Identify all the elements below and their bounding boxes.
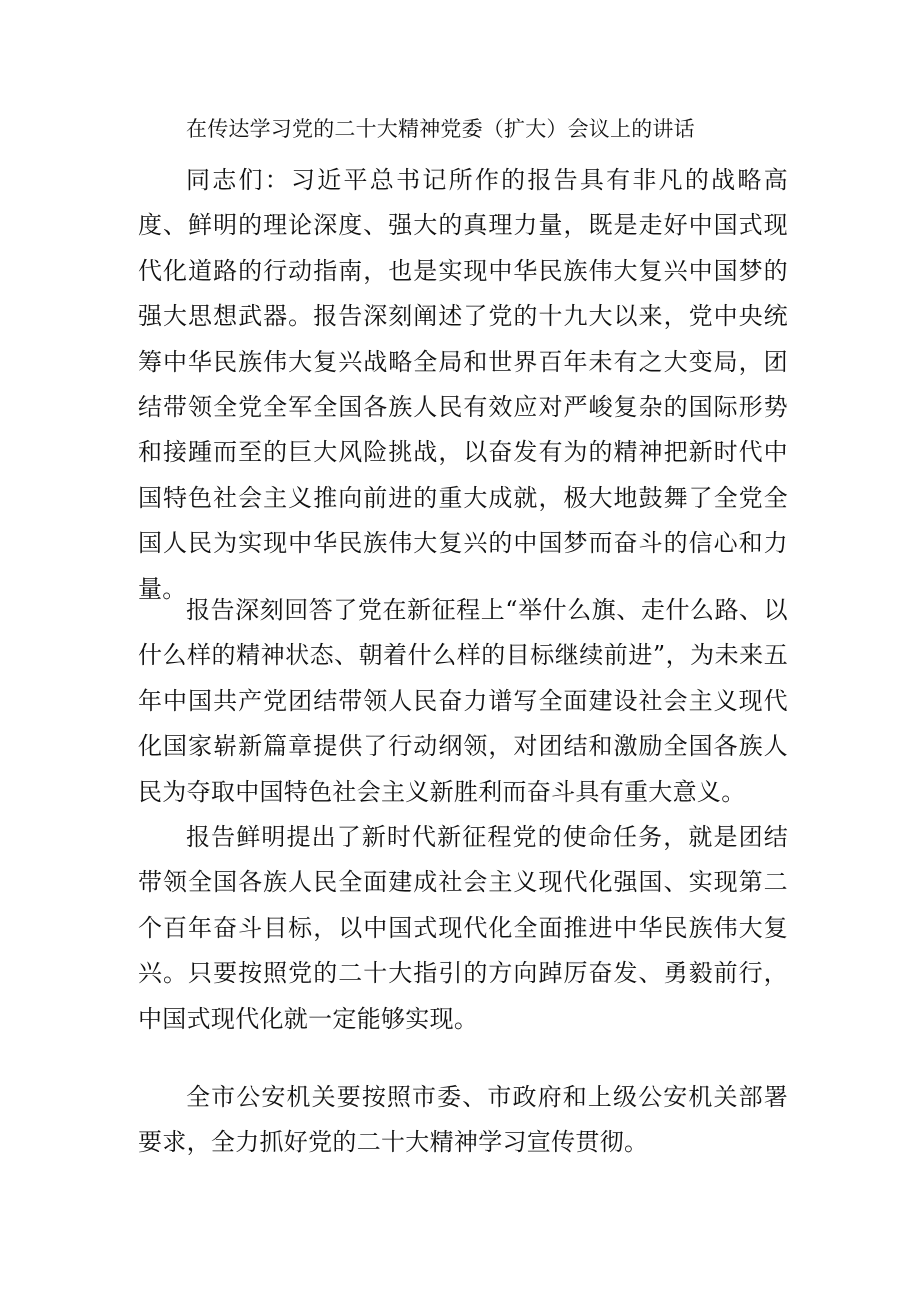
paragraph-3: 报告鲜明提出了新时代新征程党的使命任务，就是团结带领全国各族人民全面建成社会主义现代化强国、实现第二个百年奋斗目标，以中国式现代化全面推进中华民族伟大复兴。只要按照党的二十大指引的方向踔厉奋发、勇毅前行，中国式现代化就一定能够实现。 [138,823,788,1033]
paragraph-1: 同志们：习近平总书记所作的报告具有非凡的战略高度、鲜明的理论深度、强大的真理力量，既是走好中国式现代化道路的行动指南，也是实现中华民族伟大复兴中国梦的强大思想武器。报告深刻阐述了党的十九大以来，党中央统筹中华民族伟大复兴战略全局和世界百年未有之大变局，团结带领全党全军全国各族人民有效应对严峻复杂的国际形势和接踵而至的巨大风险挑战，以奋发有为的精神把新时代中国特色社会主义推向前进的重大成就，极大地鼓舞了全党全国人民为实现中华民族伟大复兴的中国梦而奋斗的信心和力量。 [138,166,788,603]
document-title: 在传达学习党的二十大精神党委（扩大）会议上的讲话 [186,117,695,141]
paragraph-4: 全市公安机关要按照市委、市政府和上级公安机关部署要求，全力抓好党的二十大精神学习宣传贯彻。 [138,1083,788,1157]
paragraph-2: 报告深刻回答了党在新征程上“举什么旗、走什么路、以什么样的精神状态、朝着什么样的目标继续前进”，为未来五年中国共产党团结带领人民奋力谱写全面建设社会主义现代化国家崭新篇章提供了行动纲领，对团结和激励全国各族人民为夺取中国特色社会主义新胜利而奋斗具有重大意义。 [138,596,788,806]
